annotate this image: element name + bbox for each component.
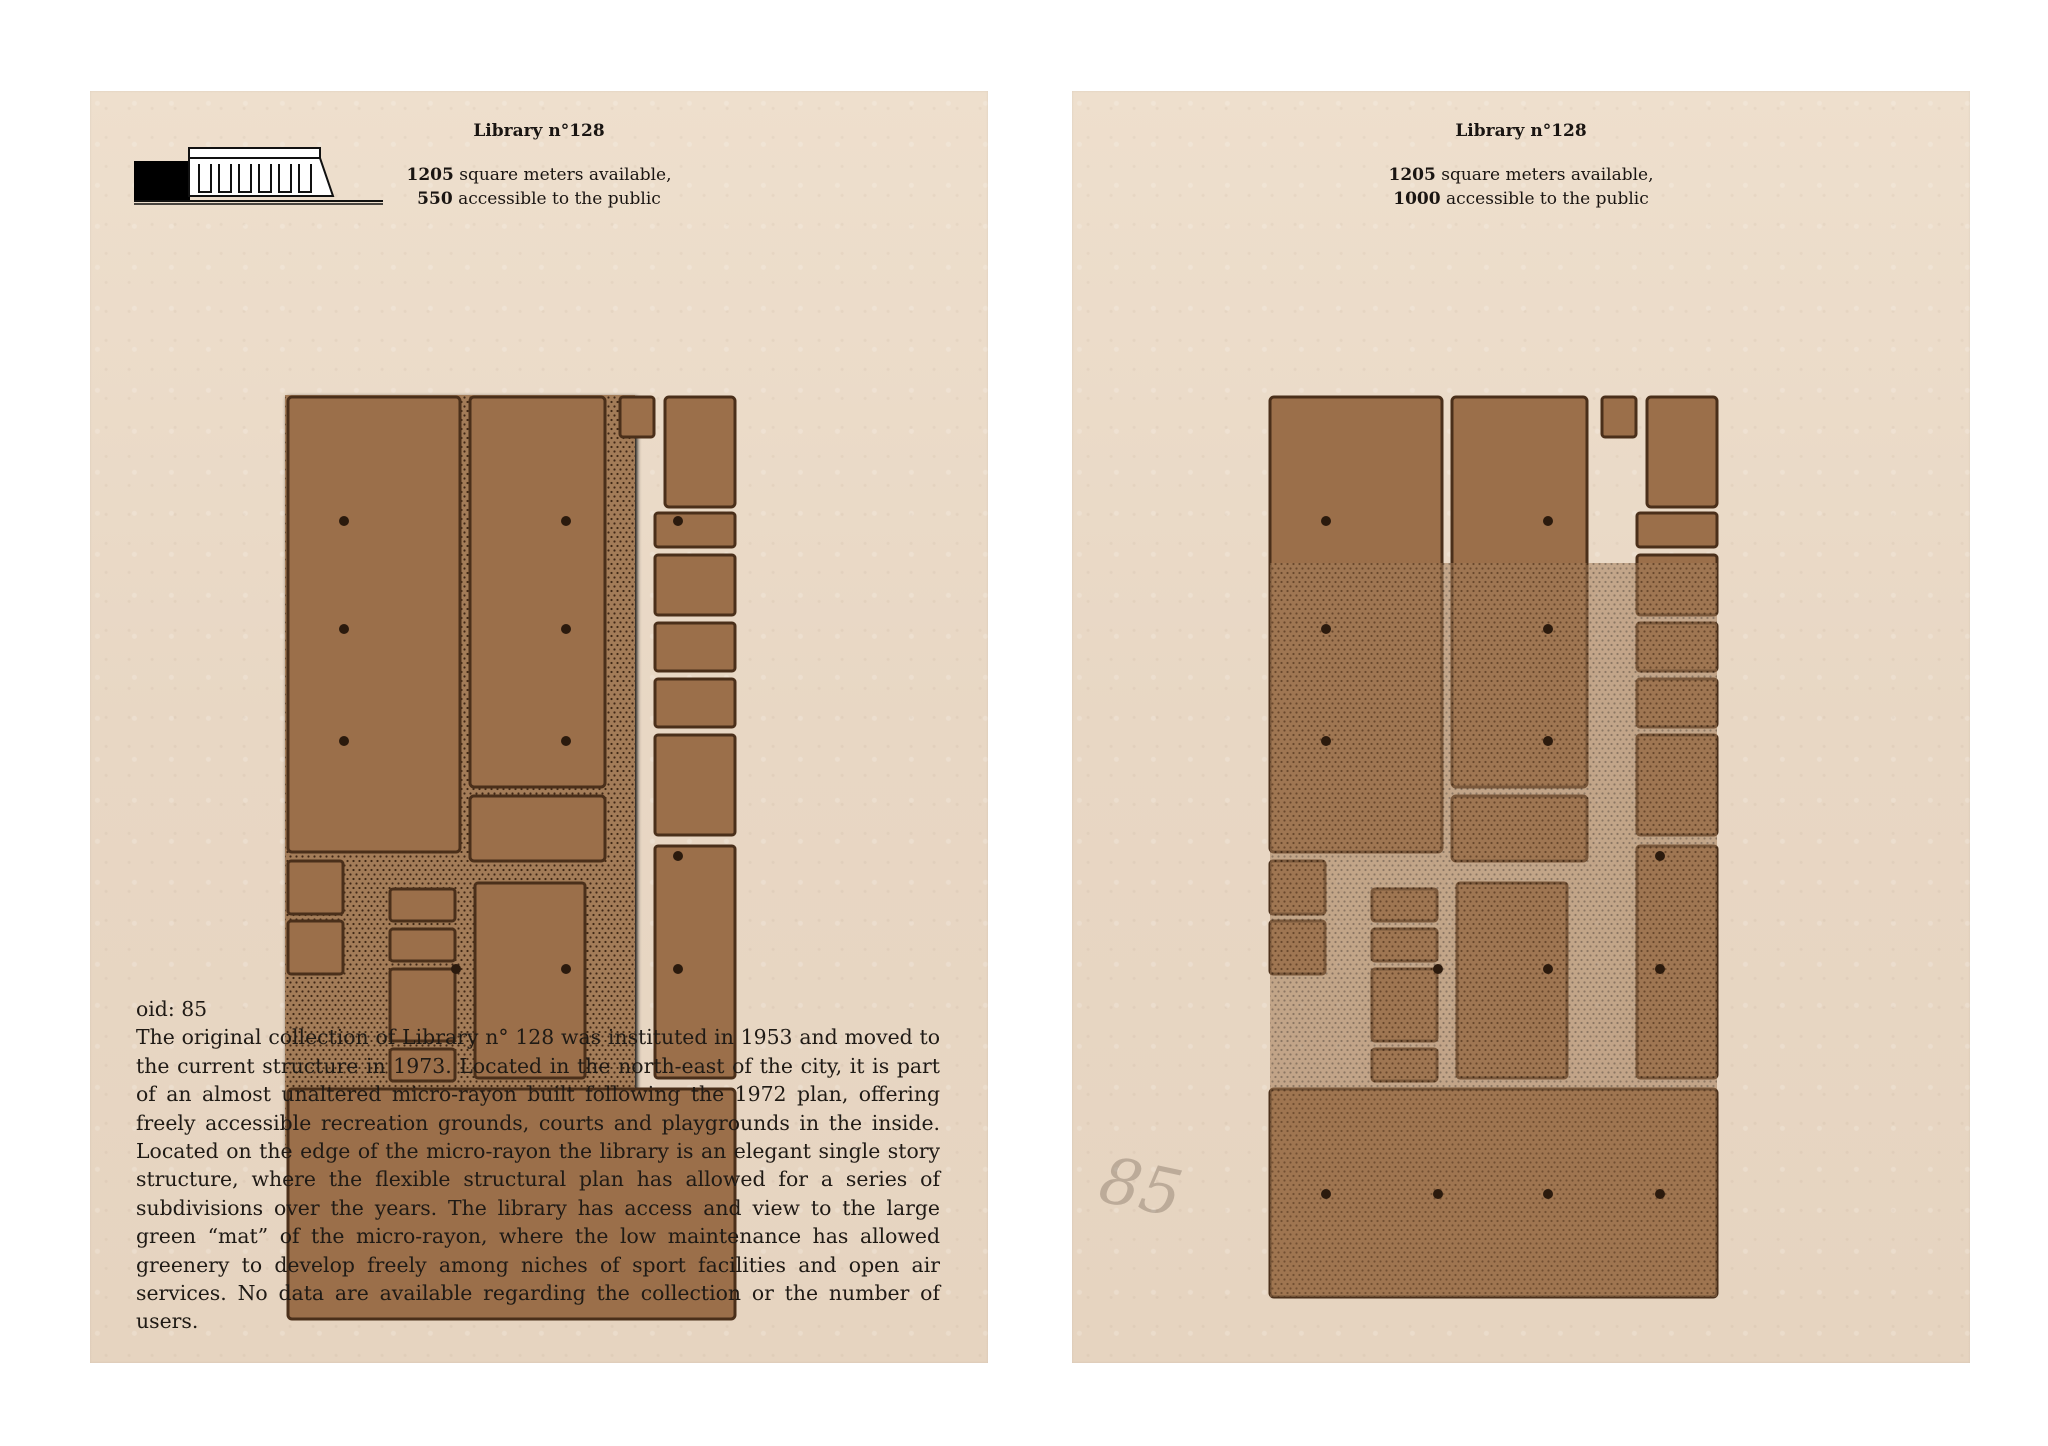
area-total-line bbox=[1072, 163, 1970, 187]
page-title: Library n°128 bbox=[1455, 121, 1587, 141]
area-total-suffix: square meters available, bbox=[453, 165, 672, 185]
area-public-suffix: accessible to the public bbox=[452, 189, 661, 209]
page-header bbox=[90, 119, 988, 143]
floor-plan-model bbox=[1262, 301, 1722, 1321]
area-total-suffix: square meters available, bbox=[1435, 165, 1654, 185]
area-total-value: 1205 bbox=[406, 165, 454, 185]
pencil-mark: 85 bbox=[1093, 1143, 1189, 1233]
page-header bbox=[1072, 119, 1970, 143]
area-public-line bbox=[90, 187, 988, 211]
area-public-line bbox=[1072, 187, 1970, 211]
area-public-value: 550 bbox=[417, 189, 453, 209]
area-info bbox=[90, 163, 988, 211]
area-public-value: 1000 bbox=[1393, 189, 1441, 209]
area-total-line bbox=[90, 163, 988, 187]
area-total-value: 1205 bbox=[1388, 165, 1436, 185]
left-page bbox=[90, 91, 988, 1363]
area-public-suffix: accessible to the public bbox=[1440, 189, 1649, 209]
description-block bbox=[136, 995, 940, 1336]
area-info bbox=[1072, 163, 1970, 211]
page-title: Library n°128 bbox=[473, 121, 605, 141]
right-page bbox=[1072, 91, 1970, 1363]
description-text: The original collection of Library n° 128 was instituted in 1953 and moved to the current structure in 1973. Located in the north-east of the city, it is part of an almost unaltered micro-rayon built following the 1972 plan, offering freely accessible recreation grounds, courts and playgrounds in the inside. Located on the edge of the micro-rayon the library is an elegant single story structure, where the flexible structural plan has allowed for a series of subdivisions over the years. The library has access and view to the large green “mat” of the micro-rayon, where the low maintenance has allowed greenery to develop freely among niches of sport facilities and open air services. No data are available regarding the collection or the number of users. bbox=[136, 1025, 940, 1334]
oid-label: oid: 85 bbox=[136, 997, 208, 1021]
